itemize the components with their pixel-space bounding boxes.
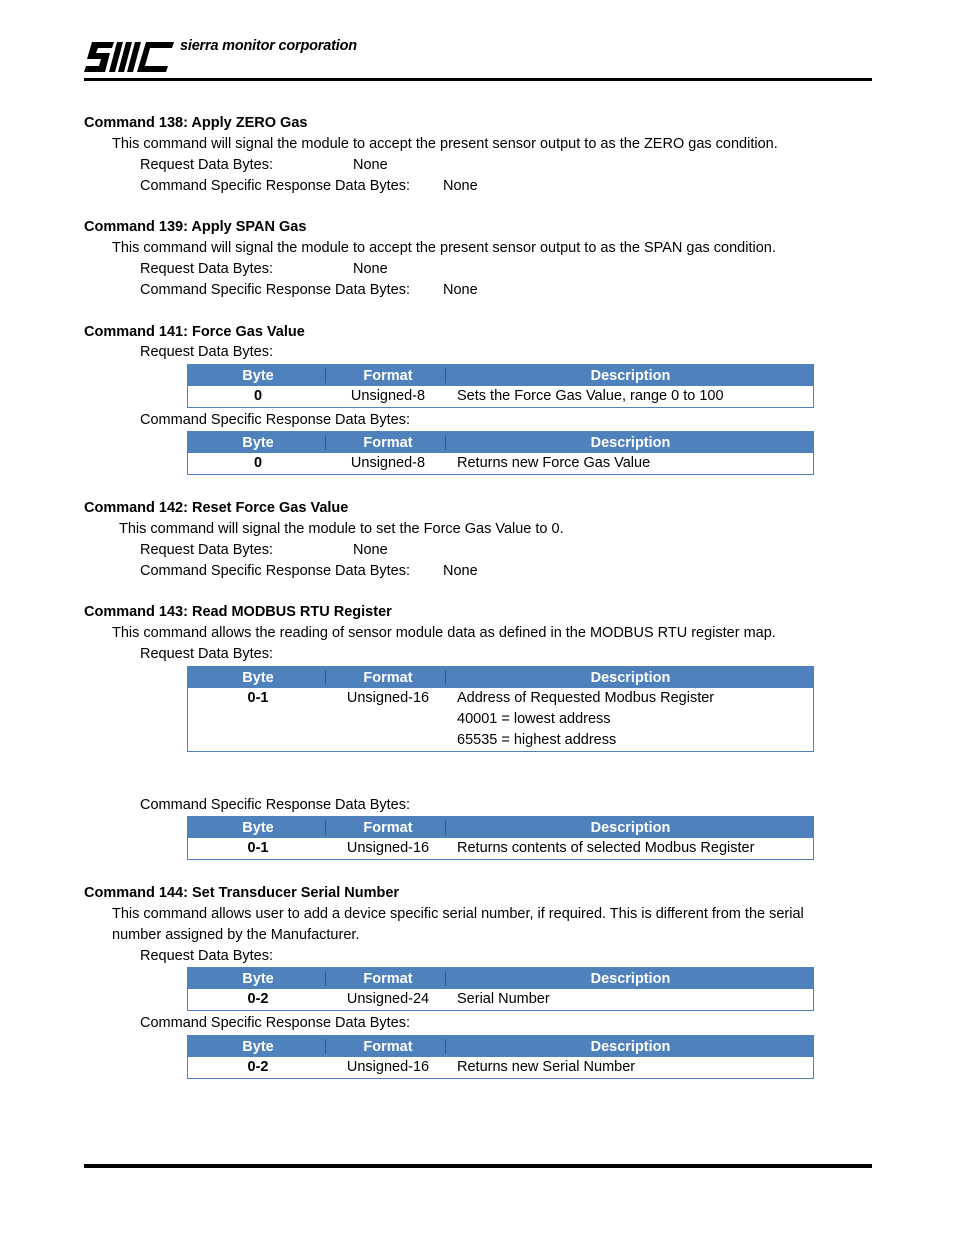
col-description-header: Description	[448, 432, 814, 454]
cell-byte: 0-1	[247, 840, 269, 856]
cmd138-request-value: None	[353, 157, 388, 173]
col-format-header: Format	[328, 968, 448, 990]
header-divider	[84, 78, 872, 81]
cell-format: Unsigned-8	[350, 388, 426, 404]
cell-byte: 0-1	[247, 690, 269, 706]
cell-format: Unsigned-16	[346, 840, 430, 856]
cmd139-response-label: Command Specific Response Data Bytes:	[140, 282, 410, 298]
col-format-header: Format	[328, 667, 448, 689]
cell-byte: 0-2	[247, 1059, 269, 1075]
cmd141-request-label: Request Data Bytes:	[140, 344, 273, 360]
company-name: sierra monitor corporation	[180, 38, 357, 54]
cmd144-request-label: Request Data Bytes:	[140, 948, 273, 964]
cmd142-title: Command 142: Reset Force Gas Value	[84, 500, 349, 516]
cmd141-request-table	[187, 364, 814, 408]
table-header-row	[188, 365, 814, 387]
table-header-row	[188, 667, 814, 689]
table-row	[188, 1057, 814, 1079]
cmd138-desc: This command will signal the module to accept the present sensor output to as the ZERO gas condition.	[112, 136, 778, 152]
cell-format: Unsigned-16	[346, 1059, 430, 1075]
col-byte-header: Byte	[188, 968, 329, 990]
cmd141-response-table	[187, 431, 814, 475]
cell-description	[448, 688, 814, 752]
cell-format: Unsigned-8	[350, 455, 426, 471]
table-row	[188, 989, 814, 1011]
desc-line: 65535 = highest address	[457, 732, 617, 748]
cmd143-response-label: Command Specific Response Data Bytes:	[140, 797, 410, 813]
page-header	[84, 38, 872, 82]
table-row	[188, 386, 814, 408]
table-header-row	[188, 1036, 814, 1058]
col-byte-header: Byte	[188, 817, 329, 839]
col-format-header: Format	[328, 817, 448, 839]
col-description-header: Description	[448, 817, 814, 839]
table-row	[188, 453, 814, 475]
cmd144-title: Command 144: Set Transducer Serial Number	[84, 885, 400, 901]
table-header-row	[188, 432, 814, 454]
cmd138-request-label: Request Data Bytes:	[140, 157, 273, 173]
cmd143-title: Command 143: Read MODBUS RTU Register	[84, 604, 392, 620]
cmd143-request-table	[187, 666, 814, 752]
cell-byte: 0	[253, 455, 263, 471]
cmd144-desc-line1: This command allows user to add a device specific serial number, if required. This is different from the serial	[112, 906, 804, 922]
col-byte-header: Byte	[188, 365, 329, 387]
cmd142-desc: This command will signal the module to set the Force Gas Value to 0.	[119, 521, 564, 537]
cmd142-request-label: Request Data Bytes:	[140, 542, 273, 558]
cmd142-response-value: None	[443, 563, 478, 579]
cmd143-response-table	[187, 816, 814, 860]
cell-description: Returns contents of selected Modbus Register	[457, 840, 755, 856]
cell-byte: 0	[253, 388, 263, 404]
cell-description: Returns new Force Gas Value	[457, 455, 651, 471]
cmd138-title: Command 138: Apply ZERO Gas	[84, 115, 308, 131]
col-byte-header: Byte	[188, 1036, 329, 1058]
cmd139-request-value: None	[353, 261, 388, 277]
cmd144-response-label: Command Specific Response Data Bytes:	[140, 1015, 410, 1031]
table-header-row	[188, 968, 814, 990]
cmd144-response-table	[187, 1035, 814, 1079]
col-description-header: Description	[448, 667, 814, 689]
cmd138-response-label: Command Specific Response Data Bytes:	[140, 178, 410, 194]
table-row	[188, 838, 814, 860]
cmd144-desc-line2: number assigned by the Manufacturer.	[112, 927, 360, 943]
cmd142-response-label: Command Specific Response Data Bytes:	[140, 563, 410, 579]
table-row	[188, 688, 814, 752]
col-format-header: Format	[328, 1036, 448, 1058]
col-format-header: Format	[328, 365, 448, 387]
col-format-header: Format	[328, 432, 448, 454]
smc-logo-icon	[84, 38, 176, 76]
cell-description: Returns new Serial Number	[457, 1059, 636, 1075]
col-description-header: Description	[448, 365, 814, 387]
col-description-header: Description	[448, 1036, 814, 1058]
cmd144-request-table	[187, 967, 814, 1011]
cell-format: Unsigned-16	[346, 690, 430, 706]
cmd141-response-label: Command Specific Response Data Bytes:	[140, 412, 410, 428]
cell-description: Serial Number	[457, 991, 550, 1007]
cmd138-response-value: None	[443, 178, 478, 194]
cmd143-desc: This command allows the reading of sensor module data as defined in the MODBUS RTU register map.	[112, 625, 776, 641]
col-description-header: Description	[448, 968, 814, 990]
cmd141-title: Command 141: Force Gas Value	[84, 324, 305, 340]
cell-description: Sets the Force Gas Value, range 0 to 100	[457, 388, 724, 404]
cmd139-request-label: Request Data Bytes:	[140, 261, 273, 277]
cmd139-response-value: None	[443, 282, 478, 298]
col-byte-header: Byte	[188, 667, 329, 689]
cmd139-title: Command 139: Apply SPAN Gas	[84, 219, 307, 235]
desc-line: 40001 = lowest address	[457, 711, 611, 727]
col-byte-header: Byte	[188, 432, 329, 454]
cell-byte: 0-2	[247, 991, 269, 1007]
cmd143-request-label: Request Data Bytes:	[140, 646, 273, 662]
cmd142-request-value: None	[353, 542, 388, 558]
footer-divider	[84, 1164, 872, 1168]
cmd139-desc: This command will signal the module to accept the present sensor output to as the SPAN gas condition.	[112, 240, 776, 256]
table-header-row	[188, 817, 814, 839]
desc-line: Address of Requested Modbus Register	[457, 690, 715, 706]
cell-format: Unsigned-24	[346, 991, 430, 1007]
